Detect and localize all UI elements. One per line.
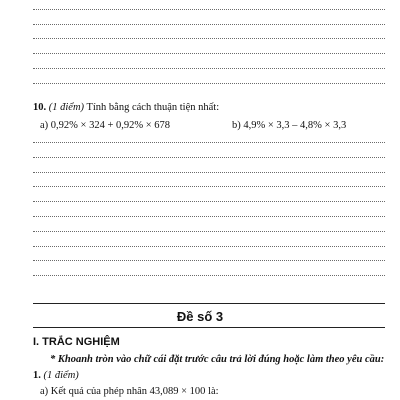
answer-line	[33, 275, 385, 276]
question-1-header	[33, 369, 79, 382]
answer-line	[33, 231, 385, 232]
answer-line	[33, 53, 385, 54]
question-points: (1 điểm)	[48, 102, 85, 113]
section-heading: I. TRẮC NGHIỆM	[33, 336, 120, 348]
answer-line	[33, 9, 385, 10]
question-1-part-a: a) Kết quả của phép nhân 43,089 × 100 là:	[40, 386, 219, 397]
question-10-part-a: a) 0,92% × 324 + 0,92% × 678	[40, 120, 171, 131]
answer-line	[33, 157, 385, 158]
question-number: 1.	[33, 370, 41, 381]
answer-line	[33, 68, 385, 69]
exam-title: Đề số 3	[176, 309, 224, 324]
question-points: (1 điểm)	[43, 370, 79, 381]
question-prompt: Tính bằng cách thuận tiện nhất:	[86, 102, 220, 113]
title-rule-bottom	[33, 327, 385, 328]
answer-line	[33, 201, 385, 202]
question-10-part-b: b) 4,9% × 3,3 – 4,8% × 3,3	[232, 120, 347, 131]
answer-line	[33, 24, 385, 25]
answer-line	[33, 186, 385, 187]
title-rule-top	[33, 303, 385, 304]
answer-line	[33, 260, 385, 261]
section-instruction: * Khoanh tròn vào chữ cái đặt trước câu trả lời đúng hoặc làm theo yêu cầu:	[50, 354, 385, 365]
answer-line	[33, 38, 385, 39]
answer-line	[33, 246, 385, 247]
question-10-header	[33, 101, 219, 114]
answer-line	[33, 83, 385, 84]
answer-line	[33, 172, 385, 173]
answer-line	[33, 142, 385, 143]
question-number: 10.	[33, 102, 47, 113]
answer-line	[33, 216, 385, 217]
